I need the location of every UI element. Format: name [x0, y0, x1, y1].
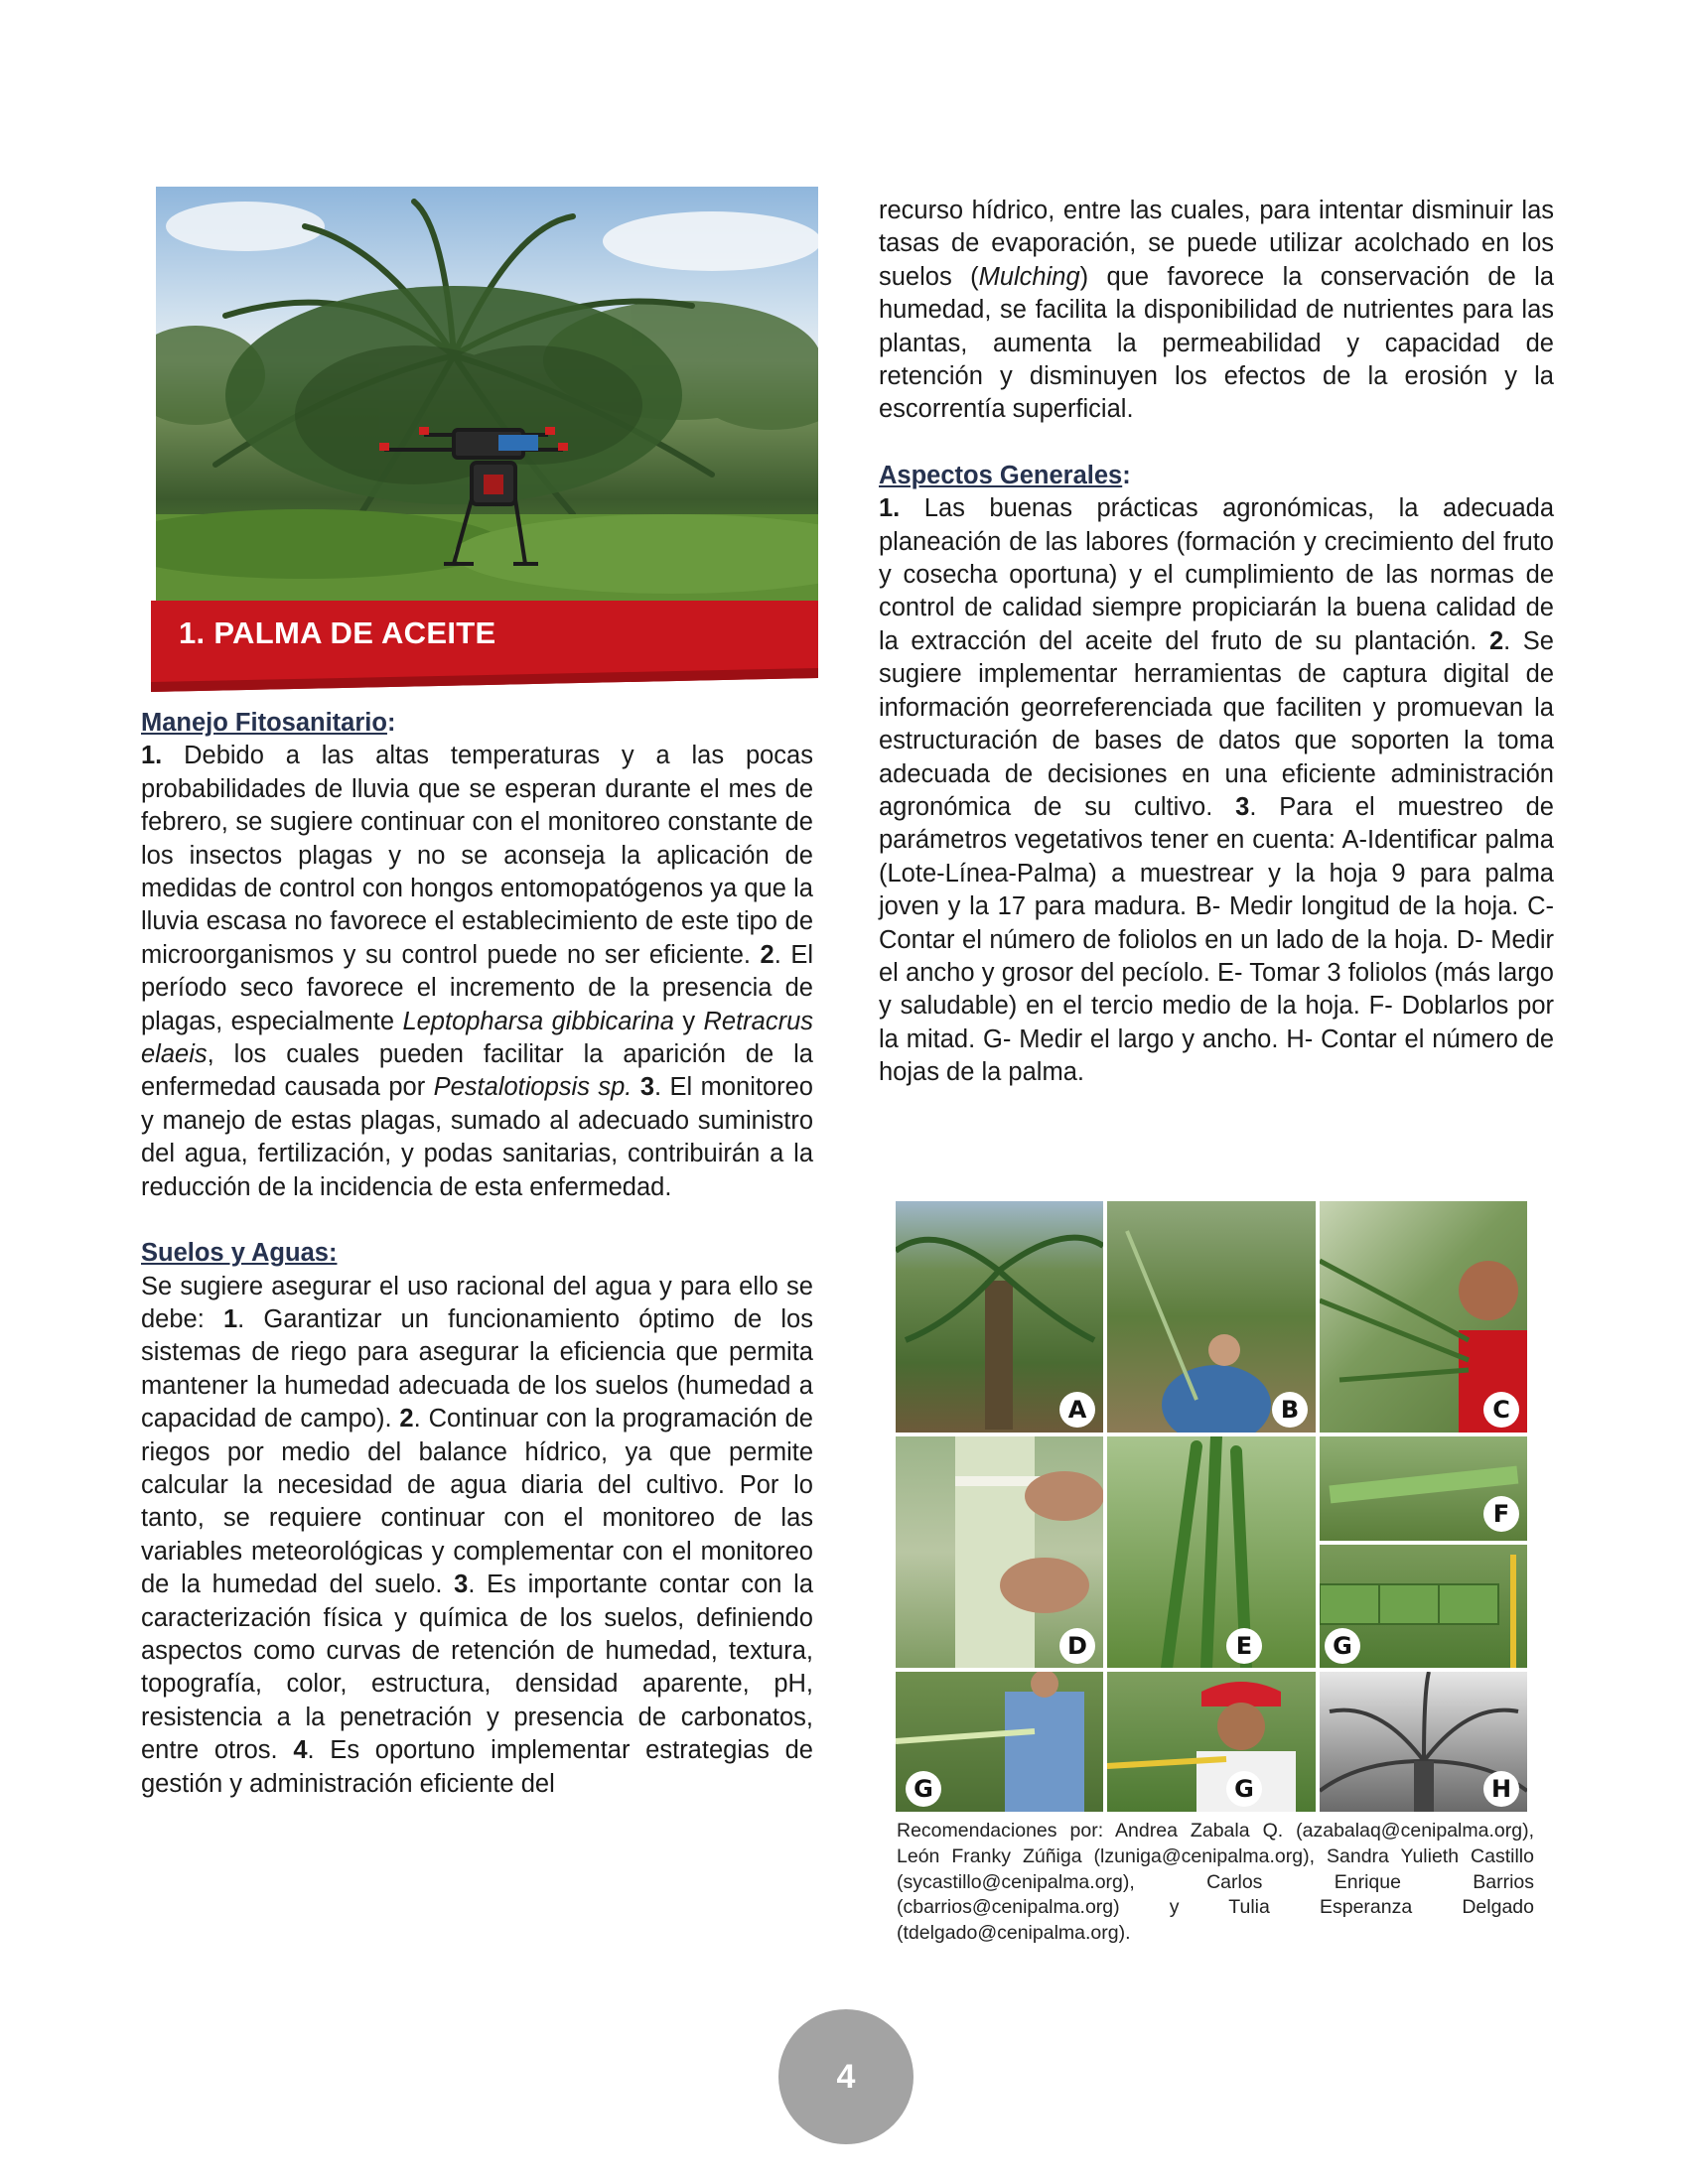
paragraph-aspectos-generales: 1. Las buenas prácticas agronómicas, la adecuada planeación de las labores (formación y crecimiento del fruto y cosecha oportuna) y el cumplimiento de las normas de control de calidad siempre propiciarán la buena calidad de la extracción del aceite del fruto de su plantación. 2. Se sugiere implementar herramientas de captura digital de información georreferenciada que faciliten y promuevan la estructuración de bases de datos que soporten la toma adecuada de decisiones en una eficiente administración agronómica de su cultivo. 3. Para el muestreo de parámetros vegetativos tener en cuenta: A-Identificar palma (Lote-Línea-Palma) a muestrear y la hoja 9 para palma joven y la 17 para madura. B- Medir longitud de la hoja. C- Contar el número de foliolos en un lado de la hoja. D- Medir el ancho y grosor del pecíolo. E- Tomar 3 foliolos (más largo y saludable) en el tercio medio de la hoja. F- Doblarlos por la mitad. G- Medir el largo y ancho. H- Contar el número de hojas de la palma.: [879, 494, 1554, 1087]
photo-f-fold-leaflets: [1320, 1436, 1527, 1541]
label-h: H: [1483, 1771, 1519, 1807]
photo-b-measure-leaf: [1107, 1201, 1316, 1433]
paragraph-continuation: recurso hídrico, entre las cuales, para intentar disminuir las tasas de evaporación, se puede utilizar acolchado en los suelos (Mulching) que favorece la conservación de la humedad, se facilita la disponibilidad de nutrientes para las plantas, aumenta la permeabilidad y capacidad de retención y disminuyen los efectos de la erosión y la escorrentía superficial.: [879, 197, 1554, 424]
paragraph-manejo-fitosanitario: 1. Debido a las altas temperaturas y a las pocas probabilidades de lluvia que se esperan durante el mes de febrero, se sugiere continuar con el monitoreo constante de los insectos plagas y no se aconseja la aplicación de medidas de control con hongos entomopatógenos ya que la lluvia escasa no favorece el establecimiento de este tipo de microorganismos y su control puede no ser eficiente. 2. El período seco favorece el incremento de la presencia de plagas, especialmente Leptopharsa gibbicarina y Retracrus elaeis, los cuales pueden facilitar la aparición de la enfermedad causada por Pestalotiopsis sp. 3. El monitoreo y manejo de estas plagas, sumado al adecuado suministro del agua, fertilización, y podas sanitarias, contribuirán a la reducción de la incidencia de esta enfermedad.: [141, 742, 814, 1201]
photo-e-take-leaflets: [1107, 1436, 1316, 1668]
label-c: C: [1483, 1392, 1519, 1428]
label-g-1: G: [1325, 1628, 1360, 1664]
label-b: B: [1272, 1392, 1308, 1428]
header-photo-drone-palm: [156, 187, 818, 604]
paragraph-suelos-aguas: Se sugiere asegurar el uso racional del agua y para ello se debe: 1. Garantizar un funcionamiento óptimo de los sistemas de riego para asegurar la eficiencia que permita mantener la humedad adecuada de los suelos (humedad a capacidad de campo). 2. Continuar con la programación de riegos por medio del balance hídrico, ya que permite calcular la necesidad de agua diaria del cultivo. Por lo tanto, se requiere continuar con el monitoreo de las variables meteorológicas y complementar con el monitoreo de la humedad del suelo. 3. Es importante contar con la caracterización física y química de los suelos, definiendo aspectos como curvas de retención de humedad, textura, topografía, color, estructura, densidad aparente, pH, resistencia a la penetración y presencia de carbonatos, entre otros. 4. Es oportuno implementar estrategias de gestión y administración eficiente del: [141, 1272, 813, 1798]
page-number: 4: [778, 2009, 914, 2144]
photo-g-measure-width: [1107, 1672, 1316, 1812]
photo-a-identify-palm: [896, 1201, 1103, 1433]
left-column: [141, 707, 813, 1801]
label-g-3: G: [1226, 1771, 1262, 1807]
label-a: A: [1059, 1392, 1095, 1428]
heading-aspectos-generales: Aspectos Generales:: [879, 461, 1131, 489]
right-column: [879, 195, 1554, 1090]
label-e: E: [1226, 1628, 1262, 1664]
photo-c-count-leaflets: [1320, 1201, 1527, 1433]
label-f: F: [1483, 1496, 1519, 1532]
photo-g-measure-length: [896, 1672, 1103, 1812]
photo-d-measure-petiole: [896, 1436, 1103, 1668]
palm-drone-illustration: [156, 187, 818, 604]
photo-h-count-leaves: [1320, 1672, 1527, 1812]
sampling-photo-grid: [896, 1201, 1535, 1812]
heading-manejo-fitosanitario: Manejo Fitosanitario:: [141, 709, 396, 737]
heading-suelos-aguas: Suelos y Aguas:: [141, 1239, 338, 1268]
label-d: D: [1059, 1628, 1095, 1664]
photo-g-measure-leaflets: [1320, 1545, 1527, 1668]
section-title: 1. PALMA DE ACEITE: [179, 615, 496, 650]
figure-caption-credits: Recomendaciones por: Andrea Zabala Q. (azabalaq@cenipalma.org), León Franky Zúñiga (lzuniga@cenipalma.org), Sandra Yulieth Castillo (sycastillo@cenipalma.org), Carlos Enrique Barrios (cbarrios@cenipalma.org) y Tulia Esperanza Delgado (tdelgado@cenipalma.org).: [897, 1820, 1534, 1945]
label-g-2: G: [906, 1771, 941, 1807]
